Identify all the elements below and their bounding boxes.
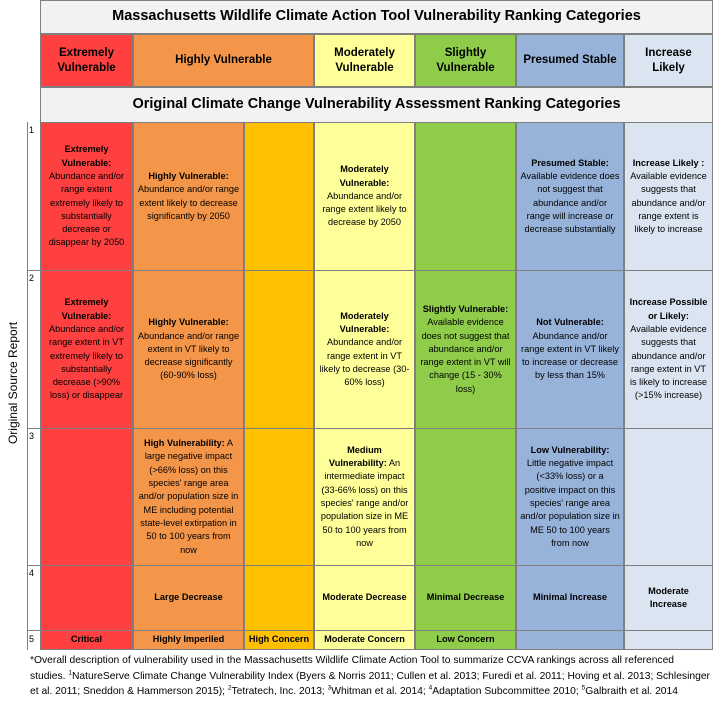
row-number: 3 [29, 431, 35, 441]
row5-increase [624, 630, 713, 650]
row2-slightly [415, 270, 516, 429]
row4-large-decrease: Large Decrease [133, 565, 244, 631]
row1-highly [133, 122, 244, 271]
row-number: 1 [29, 125, 35, 135]
row3-low-text: Little negative impact (<33% loss) or a positive impact on this species' range area and/or population size in ME 50 to 100 years from now [520, 458, 620, 548]
row4-moderate-increase: Moderate Increase [624, 565, 713, 631]
row2-slightly-label: Slightly Vulnerable: [422, 303, 509, 314]
title-mid: Original Climate Change Vulnerability Assessment Ranking Categories [40, 87, 713, 123]
row1-extremely-label: Extremely Vulnerable: [61, 144, 112, 168]
side-label: Original Source Report [6, 321, 20, 445]
row3-low-label: Low Vulnerability: [530, 444, 610, 455]
top-cat-highly: Highly Vulnerable [133, 34, 314, 87]
row3-high-concern [244, 428, 314, 566]
row1-increase-label: Increase Likely : [632, 157, 705, 168]
row2-not-vulnerable-label: Not Vulnerable: [536, 317, 604, 328]
row4-high-concern [244, 565, 314, 631]
row4-minimal-decrease: Minimal Decrease [415, 565, 516, 631]
row3-high-label: High Vulnerability: [143, 438, 225, 449]
row1-moderately-text: Abundance and/or range extent likely to decrease by 2050 [322, 190, 407, 228]
row2-moderately-text: Abundance and/or range extent in VT likely to decrease (30-60% loss) [319, 337, 410, 388]
row1-slightly [415, 122, 516, 271]
row5-presumed [516, 630, 624, 650]
row4-extremely [40, 565, 133, 631]
row3-medium-text: An intermediate impact (33-66% loss) on this species' range and/or population size in ME 50 to 100 years from now [320, 458, 409, 548]
row2-highly-text: Abundance and/or range extent in VT likely to decrease significantly (60-90% loss) [137, 330, 240, 381]
row2-slightly-text: Available evidence does not suggest that abundance and/or range extent in VT will change (15 - 30% loss) [420, 317, 511, 394]
row2-high-concern [244, 270, 314, 429]
row1-moderately-label: Moderately Vulnerable: [339, 164, 390, 188]
row2-increase-label: Increase Possible or Likely: [629, 297, 708, 321]
row2-not-vulnerable-text: Abundance and/or range extent in VT likely to increase or decrease by less than 15% [521, 330, 619, 381]
row3-medium-vulnerability [314, 428, 415, 566]
side-divider [27, 270, 41, 271]
row1-moderately [314, 122, 415, 271]
top-cat-increase-likely: Increase Likely [624, 34, 713, 87]
top-cat-extremely: Extremely Vulnerable [40, 34, 133, 87]
row3-low-vulnerability [516, 428, 624, 566]
row1-increase [624, 122, 713, 271]
side-divider [27, 630, 41, 631]
side-divider [27, 565, 41, 566]
row1-presumed-text: Available evidence does not suggest that abundance and/or range will increase or decrease substantially [520, 170, 620, 235]
row1-presumed-label: Presumed Stable: [531, 157, 609, 168]
row5-highly-imperiled: Highly Imperiled [133, 630, 244, 650]
row2-moderately-label: Moderately Vulnerable: [339, 310, 390, 334]
row5-low-concern: Low Concern [415, 630, 516, 650]
row4-minimal-increase: Minimal Increase [516, 565, 624, 631]
row3-medium-label: Medium Vulnerability: [328, 444, 387, 469]
row2-moderately [314, 270, 415, 429]
row3-high-vulnerability [133, 428, 244, 566]
row1-highly-label: Highly Vulnerable: [148, 170, 229, 181]
row2-increase-text: Available evidence suggests that abundance and/or range extent in VT is likely to increase (>15% increase) [629, 323, 708, 401]
top-cat-slightly: Slightly Vulnerable [415, 34, 516, 87]
row2-increase [624, 270, 713, 429]
row-number: 2 [29, 273, 35, 283]
top-cat-moderately: Moderately Vulnerable [314, 34, 415, 87]
row5-critical: Critical [40, 630, 133, 650]
row4-moderate-decrease: Moderate Decrease [314, 565, 415, 631]
title-top: Massachusetts Wildlife Climate Action Tool Vulnerability Ranking Categories [40, 0, 713, 34]
row2-extremely [40, 270, 133, 429]
row5-moderate-concern: Moderate Concern [314, 630, 415, 650]
row1-highly-text: Abundance and/or range extent likely to decrease significantly by 2050 [137, 184, 240, 221]
row3-increase [624, 428, 713, 566]
row3-extremely [40, 428, 133, 566]
row1-presumed [516, 122, 624, 271]
row3-high-text: A large negative impact (>66% loss) on this species' range area and/or population size in ME including potential state-level extirpation in 50 to 100 years from now [138, 438, 239, 555]
row1-high-concern [244, 122, 314, 271]
footnote: *Overall description of vulnerability used in the Massachusetts Wildlife Climate Action Tool to summarize CCVA rankings across all referenced studies. $^1$NatureServe Climate Change Vulnerability Index (Byers & Norris 2011; Cullen et al. 2013; Furedi et al. 2011; Hoving et al. 2013; Schlesinger et al. 2011; Sneddon & Hammerson 2015); $^2$Tetratech, Inc. 2013; $^3$Whitman et al. 2014; $^4$Adaptation Subcommittee 2010; $^5$Galbraith et al. 2014 [30, 655, 710, 698]
row2-highly [133, 270, 244, 429]
row1-increase-text: Available evidence suggests that abundance and/or range extent is likely to increase [630, 170, 707, 235]
row2-highly-label: Highly Vulnerable: [148, 317, 229, 328]
row1-extremely-text: Abundance and/or range extent extremely likely to substantially decrease or disappear by 2050 [48, 170, 125, 248]
row2-extremely-label: Extremely Vulnerable: [61, 297, 112, 321]
row5-high-concern: High Concern [244, 630, 314, 650]
row2-extremely-text: Abundance and/or range extent in VT extremely likely to substantially decrease (>90% loss) or disappear [48, 323, 125, 401]
side-divider [27, 428, 41, 429]
top-cat-presumed-stable: Presumed Stable [516, 34, 624, 87]
row3-slightly [415, 428, 516, 566]
row2-not-vulnerable [516, 270, 624, 429]
row1-extremely [40, 122, 133, 271]
row-number: 4 [29, 568, 35, 578]
row-number: 5 [29, 634, 35, 644]
